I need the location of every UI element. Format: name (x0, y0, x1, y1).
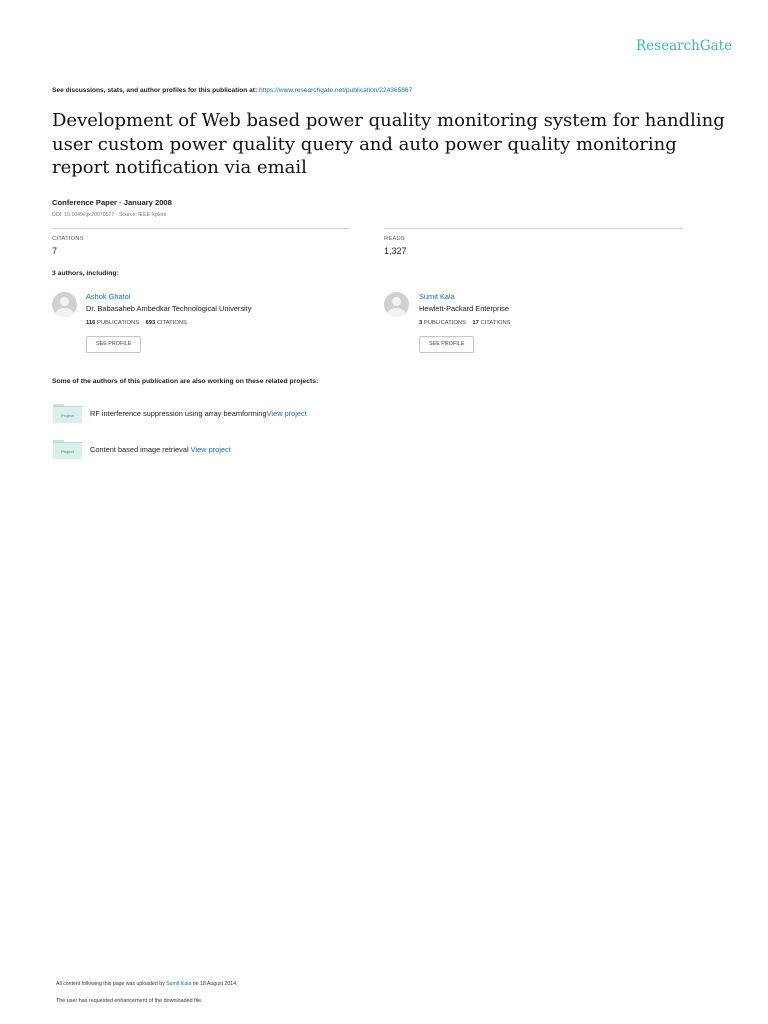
see-profile-button[interactable]: SEE PROFILE (86, 336, 141, 353)
author-name[interactable]: Sumit Kala (419, 292, 455, 301)
upload-note (56, 981, 237, 987)
citations-label: CITATIONS (480, 320, 511, 326)
avatar-icon[interactable] (52, 292, 77, 317)
paper-title: Development of Web based power quality monitoring system for handling user custom power quality query and auto power quality monitoring report notification via email (52, 110, 725, 178)
project-folder-icon (53, 440, 82, 459)
view-project-link[interactable]: View project (190, 445, 231, 454)
project-icon-label: Project (61, 449, 74, 454)
citations-label: CITATIONS (156, 320, 187, 326)
view-project-link[interactable]: View project (266, 409, 307, 418)
publications-count: 116 (86, 320, 96, 326)
upload-suffix: on 18 August 2014. (192, 981, 238, 987)
reads-divider (384, 228, 683, 229)
reads-value: 1,327 (384, 246, 407, 256)
project-title: Content based image retrieval (90, 445, 189, 454)
author-name[interactable]: Ashok Ghatol (86, 292, 131, 301)
discussion-line (52, 87, 412, 94)
citations-label: CITATIONS (52, 236, 84, 242)
see-profile-button[interactable]: SEE PROFILE (419, 336, 474, 353)
author-affiliation: Hewlett-Packard Enterprise (419, 304, 509, 313)
project-item (90, 409, 307, 418)
publications-label: PUBLICATIONS (423, 320, 466, 326)
avatar-icon[interactable] (384, 292, 409, 317)
author-counts (419, 320, 511, 326)
publications-label: PUBLICATIONS (96, 320, 140, 326)
author-counts (86, 320, 187, 326)
citations-divider (52, 228, 350, 229)
discussion-text: See discussions, stats, and author profiles for this publication at: (52, 87, 258, 94)
related-projects-heading: Some of the authors of this publication are also working on these related projects: (52, 378, 319, 385)
citations-value: 7 (52, 246, 58, 256)
authors-heading: 3 authors, including: (52, 270, 119, 277)
citations-count: 693 (145, 320, 156, 326)
author-affiliation: Dr. Babasaheb Ambedkar Technological University (86, 304, 252, 313)
doi-source: DOI: 10.1049/cp:20070577 · Source: IEEE Xplore (52, 212, 167, 218)
project-icon-label: Project (61, 413, 74, 418)
uploader-link[interactable]: Sumit Kala (166, 981, 192, 987)
enhancement-note: The user has requested enhancement of the downloaded file. (56, 998, 203, 1004)
project-title: RF interference suppression using array beamforming (90, 409, 267, 418)
conference-info: Conference Paper · January 2008 (52, 198, 172, 207)
project-item (90, 445, 231, 454)
project-folder-icon (53, 404, 82, 423)
reads-label: READS (384, 236, 405, 242)
citations-count: 17 (472, 320, 479, 326)
researchgate-logo[interactable]: ResearchGate (636, 38, 733, 54)
publication-link[interactable]: https://www.researchgate.net/publication/224365867 (259, 87, 413, 94)
upload-prefix: All content following this page was uploaded by (56, 981, 165, 987)
publications-count: 3 (419, 320, 423, 326)
